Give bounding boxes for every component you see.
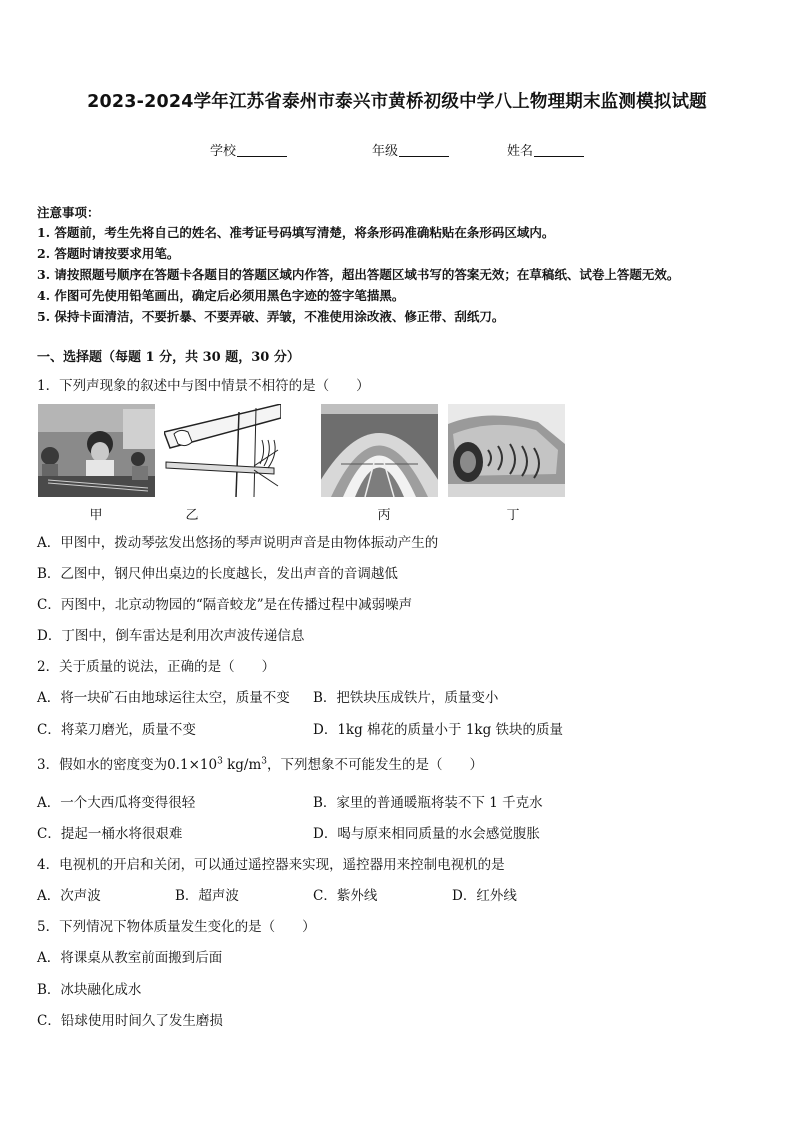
q3-option-d: D．喝与原来相同质量的水会感觉腹胀 xyxy=(313,826,540,842)
figure-jia-zither-image xyxy=(38,404,155,497)
q4-option-b: B．超声波 xyxy=(175,888,239,904)
student-info-row xyxy=(0,140,794,160)
q3-option-a: A．一个大西瓜将变得很轻 xyxy=(37,795,196,811)
q2-option-d: D．1kg 棉花的质量小于 1kg 铁块的质量 xyxy=(313,722,564,738)
q1-option-a: A．甲图中，拨动琴弦发出悠扬的琴声说明声音是由物体振动产生的 xyxy=(37,535,439,551)
school-blank[interactable] xyxy=(237,143,287,157)
grade-blank[interactable] xyxy=(399,143,449,157)
notice-item: 3. 请按照题号顺序在答题卡各题目的答题区域内作答，超出答题区域书写的答案无效；在草稿纸、试卷上答题无效。 xyxy=(37,267,680,282)
notice-list xyxy=(37,222,767,327)
q3-stem-post: ，下列想象不可能发生的是（ ） xyxy=(267,757,483,773)
q5-option-b: B．冰块融化成水 xyxy=(37,982,142,998)
figure-yi-ruler-image xyxy=(164,404,281,497)
section-heading: 一、选择题（每题 1 分，共 30 题，30 分） xyxy=(37,350,300,365)
q3-density-exponent: 3 xyxy=(217,756,223,767)
notice-item: 1. 答题前，考生先将自己的姓名、准考证号码填写清楚，将条形码准确粘贴在条形码区域内。 xyxy=(37,225,555,240)
q2-option-b: B．把铁块压成铁片，质量变小 xyxy=(313,690,499,706)
figure-label-jia: 甲 xyxy=(89,508,103,523)
page-title: 2023-2024学年江苏省泰州市泰兴市黄桥初级中学八上物理期末监测模拟试题 xyxy=(87,92,707,112)
q3-option-b: B．家里的普通暖瓶将装不下 1 千克水 xyxy=(313,795,543,811)
notice-item: 2. 答题时请按要求用笔。 xyxy=(37,246,180,261)
q3-density-unit: kg/m xyxy=(222,757,262,773)
notice-item: 5. 保持卡面清洁，不要折暴、不要弄破、弄皱，不准使用涂改液、修正带、刮纸刀。 xyxy=(37,309,505,324)
q5-stem: 5．下列情况下物体质量发生变化的是（ ） xyxy=(37,919,316,935)
q5-option-c: C．铅球使用时间久了发生磨损 xyxy=(37,1013,223,1029)
figure-ding-car-radar-image xyxy=(448,404,565,497)
name-label: 姓名 xyxy=(507,144,534,159)
figure-label-yi: 乙 xyxy=(185,508,199,523)
q3-unit-exponent: 3 xyxy=(261,756,267,767)
q1-option-c: C．丙图中，北京动物园的“隔音蛟龙”是在传播过程中减弱噪声 xyxy=(37,597,413,613)
q3-stem-pre: 3．假如水的密度变为 xyxy=(37,757,168,773)
school-field[interactable] xyxy=(210,140,287,159)
q4-option-c: C．紫外线 xyxy=(313,888,378,904)
notice-item: 4. 作图可先使用铅笔画出，确定后必须用黑色字迹的签字笔描黑。 xyxy=(37,288,405,303)
q4-option-d: D．红外线 xyxy=(452,888,517,904)
figure-label-bing: 丙 xyxy=(377,508,391,523)
q4-option-a: A．次声波 xyxy=(37,888,101,904)
q1-stem: 1．下列声现象的叙述中与图中情景不相符的是（ ） xyxy=(37,378,370,394)
q5-option-a: A．将课桌从教室前面搬到后面 xyxy=(37,950,223,966)
q2-stem: 2．关于质量的说法，正确的是（ ） xyxy=(37,659,276,675)
q1-option-d: D．丁图中，倒车雷达是利用次声波传递信息 xyxy=(37,628,305,644)
grade-label: 年级 xyxy=(372,144,399,159)
notice-heading: 注意事项： xyxy=(37,205,100,220)
grade-field[interactable] xyxy=(372,140,449,159)
name-blank[interactable] xyxy=(534,143,584,157)
q3-density-value xyxy=(167,757,267,773)
q1-option-b: B．乙图中，钢尺伸出桌边的长度越长，发出声音的音调越低 xyxy=(37,566,398,582)
figure-bing-tunnel-image xyxy=(321,404,438,497)
q3-option-c: C．提起一桶水将很艰难 xyxy=(37,826,183,842)
q3-stem xyxy=(37,753,483,773)
school-label: 学校 xyxy=(210,144,237,159)
q4-stem: 4．电视机的开启和关闭，可以通过遥控器来实现，遥控器用来控制电视机的是 xyxy=(37,857,505,873)
q3-density-number: 0.1×10 xyxy=(167,757,218,773)
name-field[interactable] xyxy=(507,140,584,159)
q2-option-c: C．将菜刀磨光，质量不变 xyxy=(37,722,196,738)
q2-option-a: A．将一块矿石由地球运往太空，质量不变 xyxy=(37,690,290,706)
figure-label-ding: 丁 xyxy=(506,508,520,523)
